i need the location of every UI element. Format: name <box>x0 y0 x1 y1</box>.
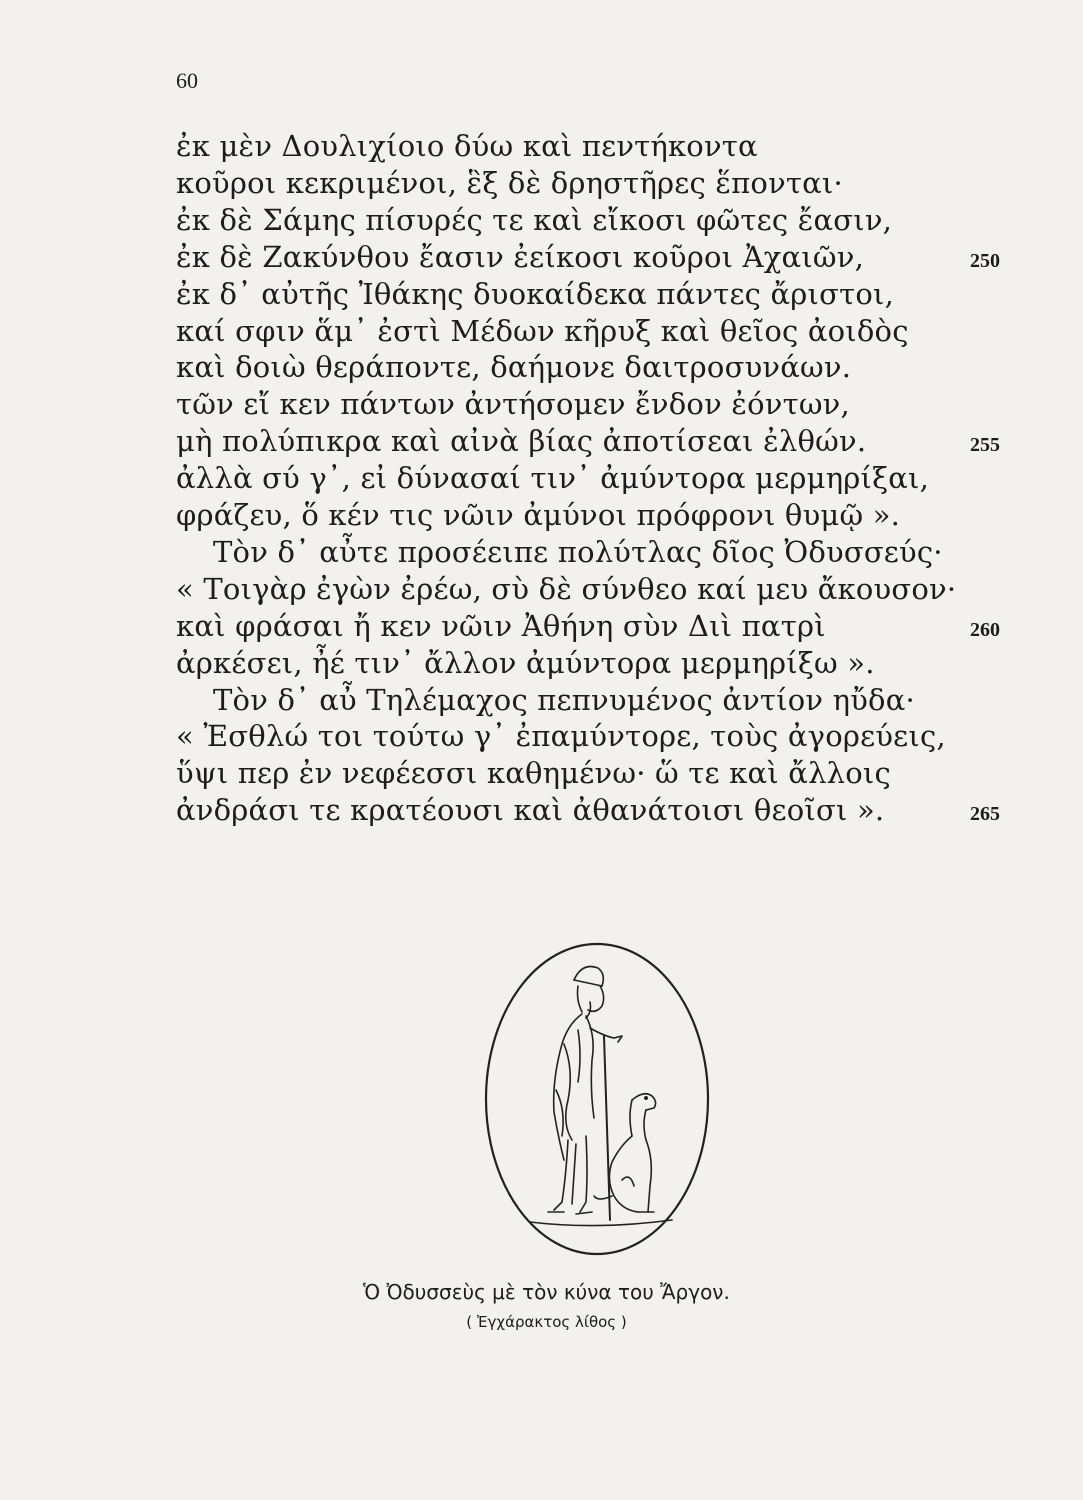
verse-line: ὕψι περ ἐν νεφέεσσι καθημένω· ὥ τε καὶ ἄλλοις <box>176 756 891 791</box>
verse-line: μὴ πολύπικρα καὶ αἰνὰ βίας ἀποτίσεαι ἐλθών. <box>176 424 867 459</box>
verse-line: ἀνδράσι τε κρατέουσι καὶ ἀθανάτοισι θεοῖσι ». <box>176 793 885 828</box>
line-number: 260 <box>970 618 1000 641</box>
verse-line: ἐκ δὲ Ζακύνθου ἔασιν ἐείκοσι κοῦροι Ἀχαιῶν, <box>176 239 864 274</box>
engraved-gem-odysseus-with-dog-icon <box>482 940 712 1258</box>
figure-caption: Ὁ Ὀδυσσεὺς μὲ τὸν κύνα του Ἄργον. <box>363 1280 730 1304</box>
verse-line: καὶ φράσαι ἤ κεν νῶιν Ἀθήνη σὺν Διὶ πατρὶ <box>176 608 826 643</box>
verse-line: ἐκ μὲν Δουλιχίοιο δύω καὶ πεντήκοντα <box>176 129 758 163</box>
verse-line: ἀρκέσει, ἦέ τιν᾽ ἄλλον ἀμύντορα μερμηρίξω ». <box>176 645 875 680</box>
verse-line: καὶ δοιὼ θεράποντε, δαήμονε δαιτροσυνάων. <box>176 350 852 385</box>
verse-line: φράζευ, ὅ κέν τις νῶιν ἀμύνοι πρόφρονι θυμῷ ». <box>176 498 901 532</box>
verse-line: ἀλλὰ σύ γ᾽, εἰ δύνασαί τιν᾽ ἀμύντορα μερμηρίξαι, <box>176 461 930 496</box>
line-number: 255 <box>970 434 1000 457</box>
verse-line: καί σφιν ἅμ᾽ ἐστὶ Μέδων κῆρυξ καὶ θεῖος ἀοιδὸς <box>176 313 909 348</box>
verse-line: « Τοιγὰρ ἐγὼν ἐρέω, σὺ δὲ σύνθεο καί μευ ἄκουσον· <box>176 571 957 606</box>
verse-line: Τὸν δ᾽ αὖ Τηλέμαχος πεπνυμένος ἀντίον ηὔδα· <box>213 682 915 717</box>
verse-line: ἐκ δ᾽ αὐτῆς Ἰθάκης δυοκαίδεκα πάντες ἄριστοι, <box>176 276 895 311</box>
line-number: 265 <box>970 803 1000 826</box>
verse-line: κοῦροι κεκριμένοι, ἓξ δὲ δρηστῆρες ἕπονται· <box>176 165 843 200</box>
verse-line: « Ἐσθλώ τοι τούτω γ᾽ ἐπαμύντορε, τοὺς ἀγορεύεις, <box>176 719 946 754</box>
verse-line: Τὸν δ᾽ αὖτε προσέειπε πολύτλας δῖος Ὀδυσσεύς· <box>213 534 943 569</box>
verse-line: ἐκ δὲ Σάμης πίσυρές τε καὶ εἴκοσι φῶτες ἔασιν, <box>176 202 893 237</box>
page-number: 60 <box>176 68 198 93</box>
figure-subcaption: ( Ἐγχάρακτος λίθος ) <box>466 1313 627 1331</box>
line-number: 250 <box>970 249 1000 272</box>
verse-line: τῶν εἴ κεν πάντων ἀντήσομεν ἔνδον ἐόντων, <box>176 387 850 422</box>
